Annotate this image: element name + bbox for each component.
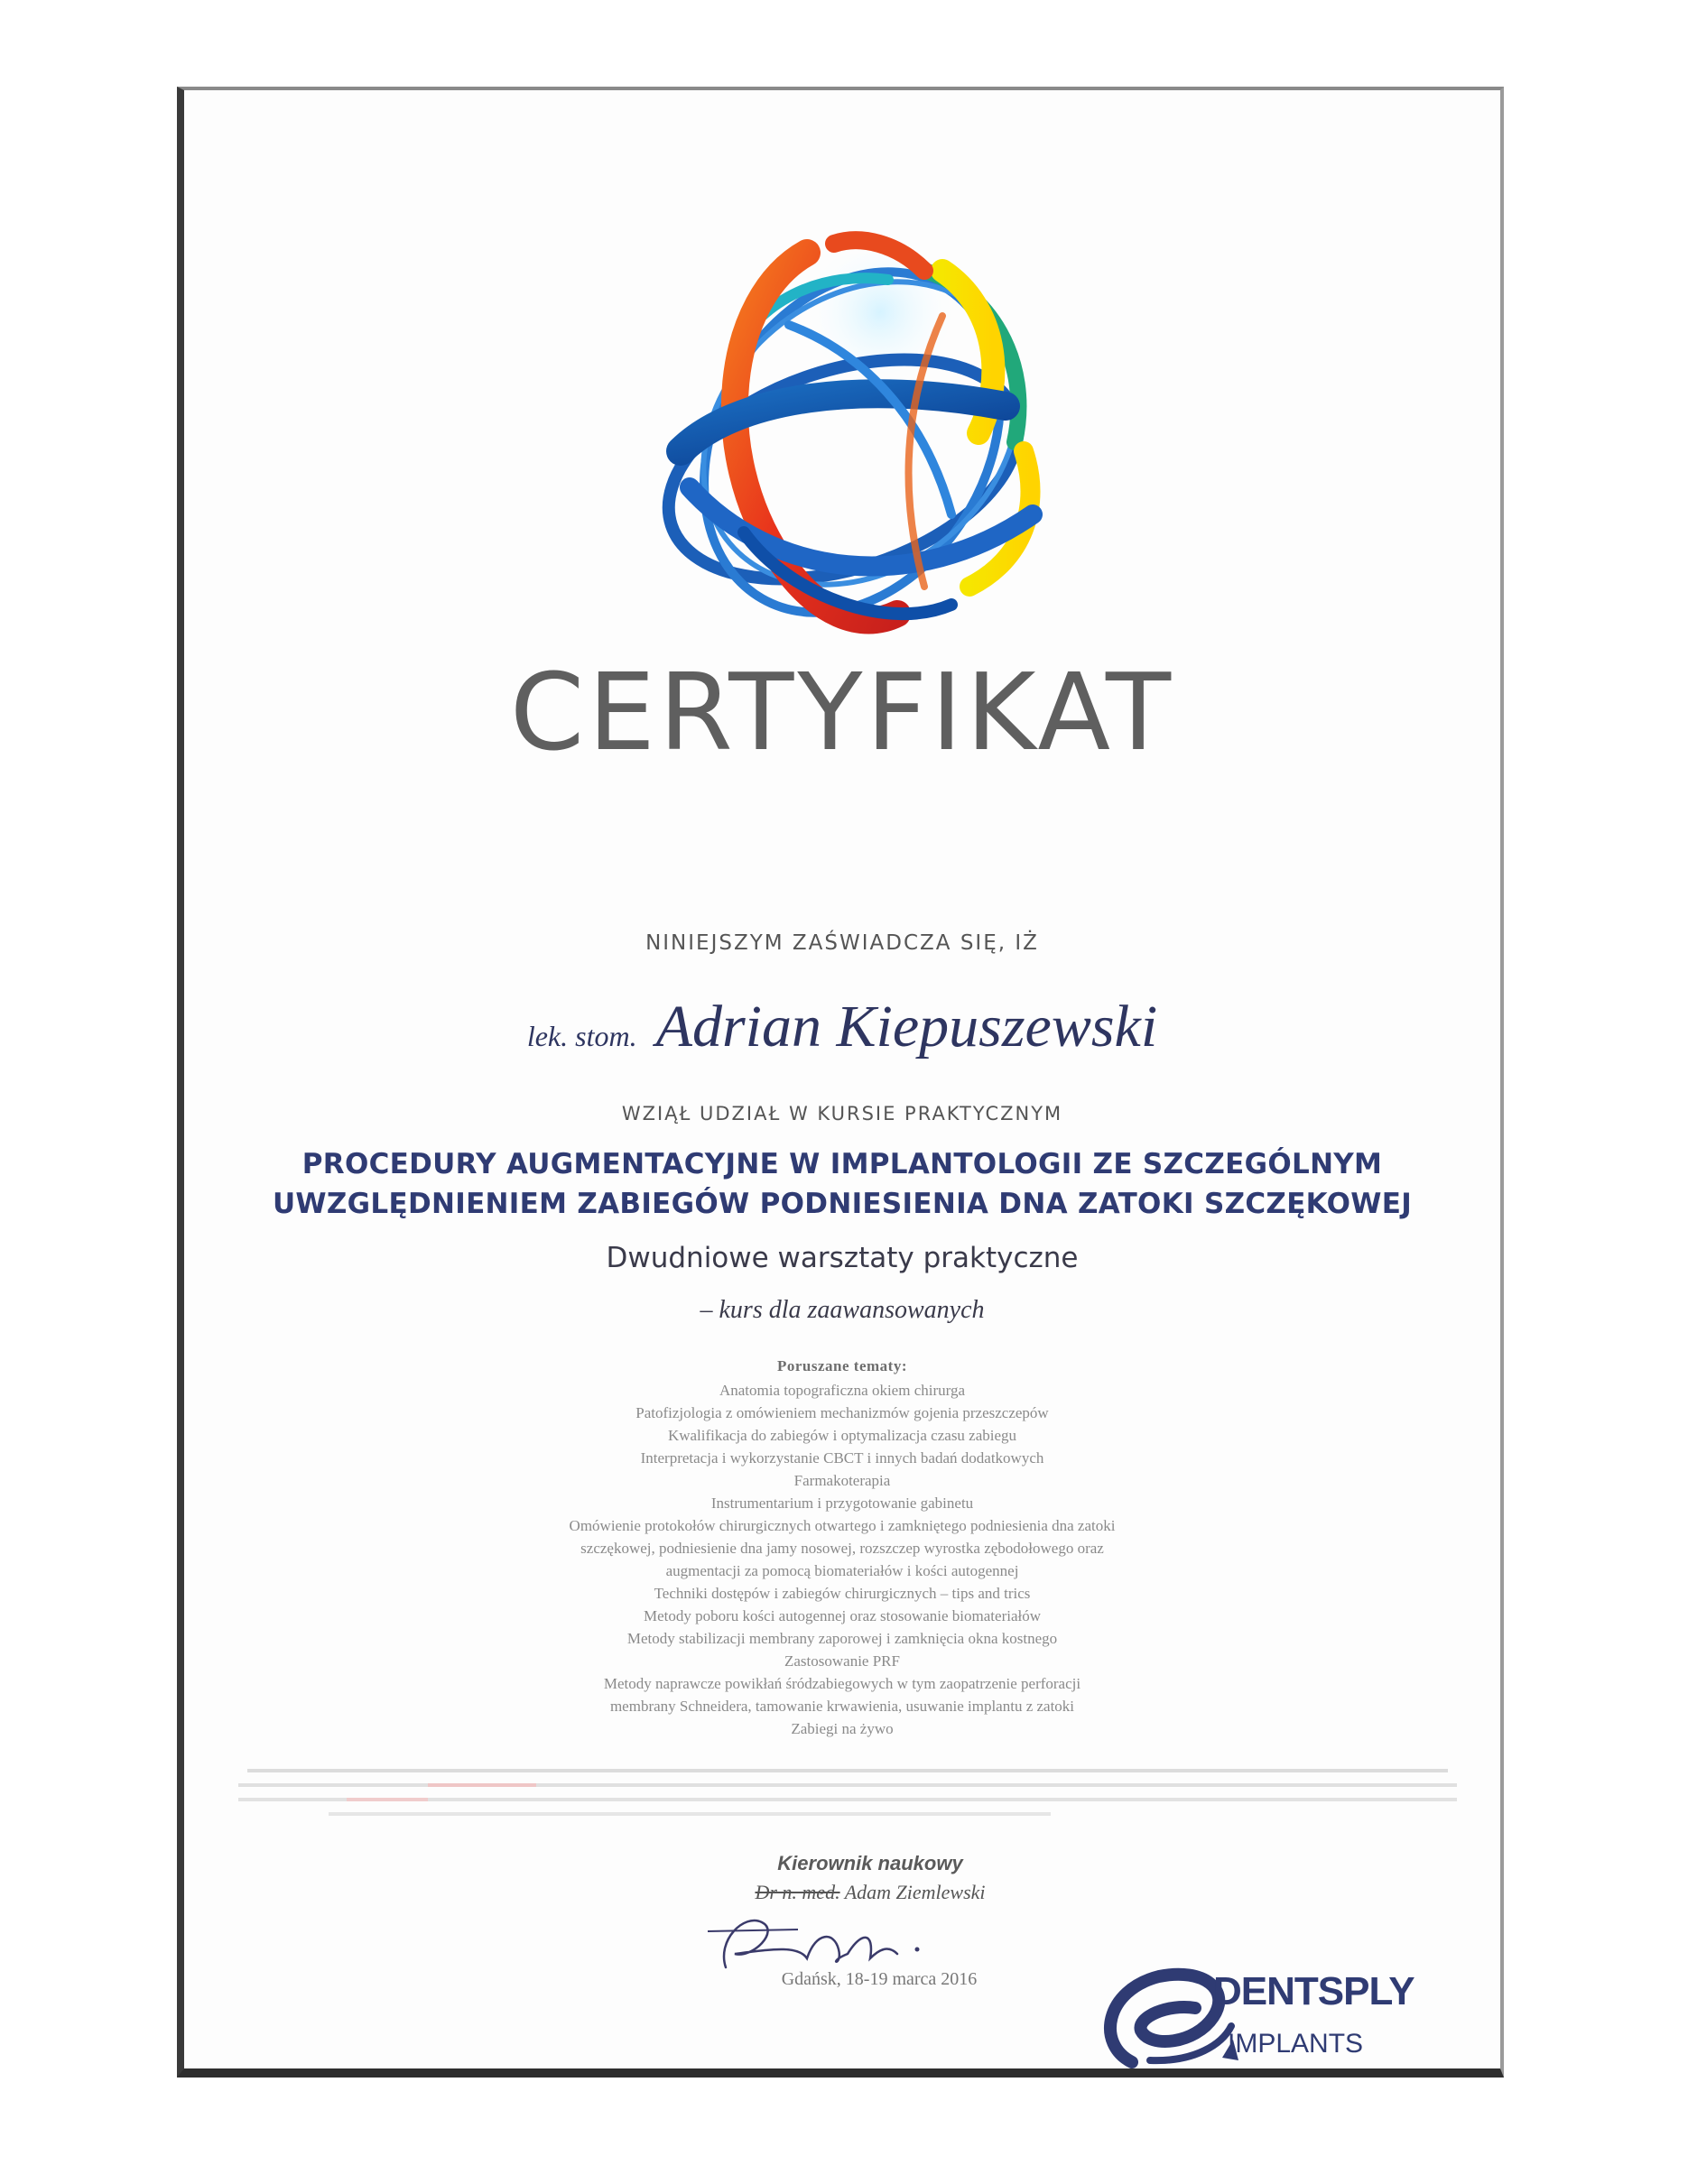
- globe-logo: [626, 217, 1078, 650]
- fine-print-lines: [238, 1760, 1457, 1823]
- recipient-title: lek. stom.: [526, 1020, 637, 1052]
- recipient-name: Adrian Kiepuszewski: [655, 994, 1158, 1060]
- topic-item: Zabiegi na żywo: [791, 1720, 894, 1737]
- signature-name: Adam Ziemlewski: [844, 1881, 986, 1903]
- topic-item: Metody stabilizacji membrany zaporowej i zamknięcia okna kostnego: [626, 1630, 1058, 1647]
- signature-degree: Dr n. med.: [755, 1881, 840, 1903]
- certificate-title: CERTYFIKAT: [509, 650, 1175, 774]
- course-level: – kurs dla zaawansowanych: [700, 1296, 985, 1324]
- topics-heading: Poruszane tematy:: [777, 1357, 907, 1374]
- signature-name-line: [708, 1881, 1033, 1904]
- brand-sub: IMPLANTS: [1228, 2029, 1364, 2059]
- topic-item: Omówienie protokołów chirurgicznych otwartego i zamkniętego podniesienia dna zatoki: [569, 1517, 1116, 1534]
- course-subtitle: Dwudniowe warsztaty praktyczne: [606, 1242, 1079, 1274]
- certificate-sheet: [184, 90, 1500, 2068]
- topic-item: Anatomia topograficzna okiem chirurga: [719, 1382, 966, 1399]
- signature-block: [708, 1852, 1033, 1904]
- topics-list: [184, 1379, 1500, 1740]
- signature-role: Kierownik naukowy: [777, 1852, 963, 1874]
- topic-item: Interpretacja i wykorzystanie CBCT i innych badań dodatkowych: [640, 1449, 1044, 1467]
- topic-item: Kwalifikacja do zabiegów i optymalizacja czasu zabiegu: [667, 1427, 1017, 1444]
- course-title-line: UWZGLĘDNIENIEM ZABIEGÓW PODNIESIENIA DNA ZATOKI SZCZĘKOWEJ: [272, 1188, 1413, 1220]
- topic-item: Metody naprawcze powikłań śródzabiegowych w tym zaopatrzenie perforacji: [603, 1675, 1081, 1692]
- topic-item: szczękowej, podniesienie dna jamy nosowej, rozszczep wyrostka zębodołowego oraz: [580, 1540, 1104, 1557]
- recipient-line: [184, 993, 1500, 1061]
- topic-item: Patofizjologia z omówieniem mechanizmów gojenia przeszczepów: [635, 1404, 1049, 1421]
- topic-item: Techniki dostępów i zabiegów chirurgicznych – tips and trics: [654, 1585, 1031, 1602]
- course-title-line: PROCEDURY AUGMENTACYJNE W IMPLANTOLOGII ZE SZCZEGÓLNYM: [301, 1148, 1383, 1180]
- topic-item: augmentacji za pomocą biomateriałów i kości autogennej: [665, 1562, 1019, 1579]
- certify-text: NINIEJSZYM ZAŚWIADCZA SIĘ, IŻ: [645, 931, 1039, 955]
- topic-item: membrany Schneidera, tamowanie krwawienia, usuwanie implantu z zatoki: [609, 1698, 1075, 1715]
- brand-name: DENTSPLY: [1213, 1969, 1414, 2013]
- topic-item: Zastosowanie PRF: [784, 1652, 900, 1670]
- participated-text: WZIĄŁ UDZIAŁ W KURSIE PRAKTYCZNYM: [621, 1103, 1063, 1124]
- certificate-frame: [177, 87, 1504, 2078]
- topic-item: Farmakoterapia: [793, 1472, 891, 1489]
- topic-item: Metody poboru kości autogennej oraz stosowanie biomateriałów: [644, 1607, 1041, 1624]
- place-date: Gdańsk, 18-19 marca 2016: [781, 1969, 978, 1989]
- course-title: [184, 1144, 1500, 1224]
- topic-item: Instrumentarium i przygotowanie gabinetu: [710, 1495, 974, 1512]
